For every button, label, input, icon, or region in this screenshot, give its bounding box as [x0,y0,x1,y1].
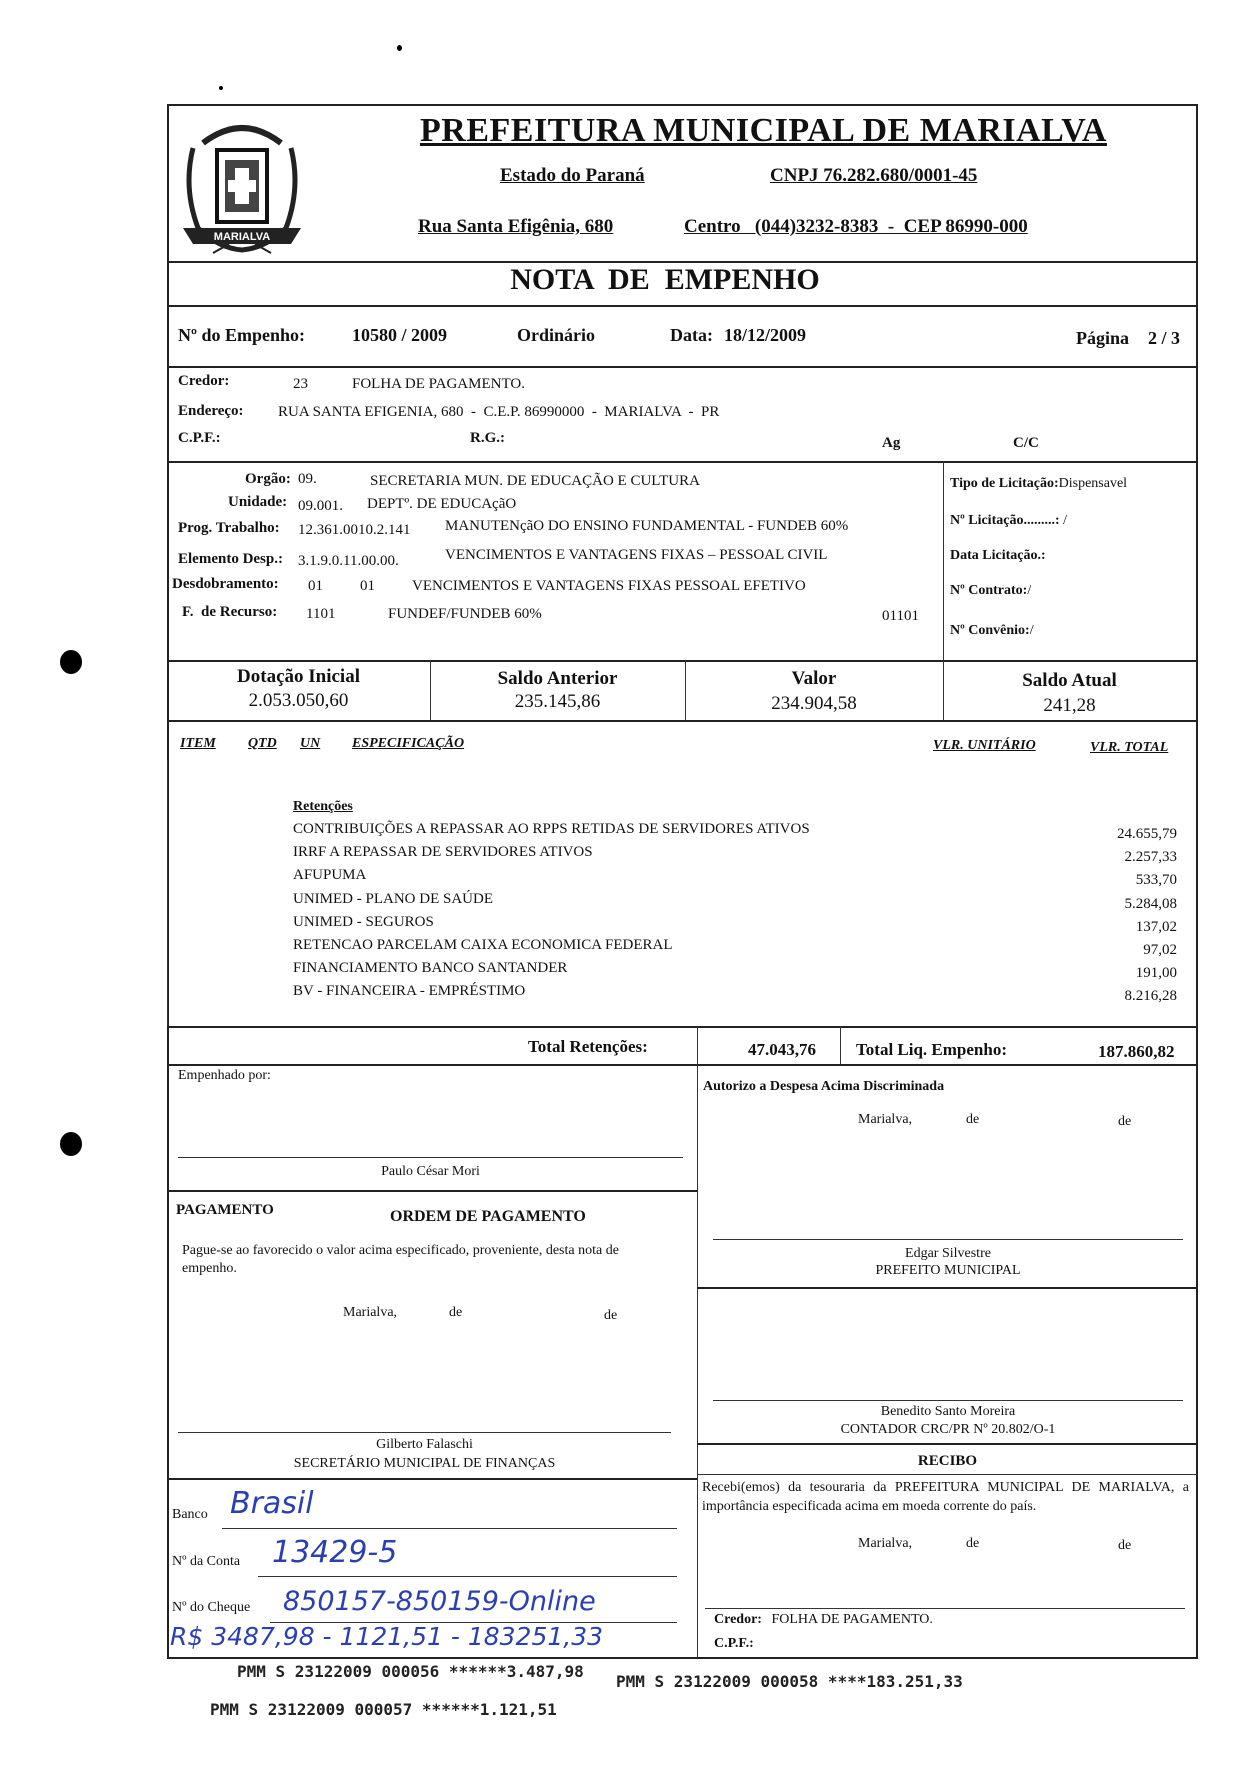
totals-divider-2 [840,1026,841,1066]
recibo-credor-label: Credor: [714,1612,762,1627]
desdobramento-label: Desdobramento: [172,576,279,592]
dotacao-value: 2.053.050,60 [248,690,349,711]
retencao-value: 137,02 [1135,919,1177,935]
retencao-value: 24.655,79 [1117,826,1177,842]
seal-icon [173,108,311,260]
rg-label: R.G.: [470,430,505,446]
ag-label: Ag [882,435,901,451]
punch-hole [60,650,82,674]
credor-address: RUA SANTA EFIGENIA, 680 - C.E.P. 86990000 - MARIALVA - PR [278,404,720,420]
frame-right [1196,104,1198,1657]
punch-hole [60,1132,82,1156]
numero-licitacao [950,513,1067,529]
address-field-label: Endereço: [178,403,244,419]
page-number: 2 / 3 [1148,328,1181,348]
payment-stamp-1: PMM S 23122009 000056 ******3.487,98 [237,1662,584,1681]
banco-divider [167,1478,697,1480]
credor-name: FOLHA DE PAGAMENTO. [352,376,525,392]
svg-text:MARIALVA: MARIALVA [213,231,271,243]
data-licitacao-label: Data Licitação.: [950,548,1046,563]
totals-divider-1 [697,1026,698,1066]
retencao-label: IRRF A REPASSAR DE SERVIDORES ATIVOS [293,844,593,860]
retencao-value: 97,02 [1143,942,1177,958]
contrato-label: Nº Contrato: [950,583,1028,598]
total-retencoes-value: 47.043,76 [748,1040,816,1059]
total-retencoes-label: Total Retenções: [528,1037,648,1056]
saldo-anterior-label: Saldo Anterior [497,668,618,689]
col-item: ITEM [180,736,216,751]
retencao-label: BV - FINANCEIRA - EMPRÉSTIMO [293,983,526,999]
prefeito-name: Edgar Silvestre [905,1246,991,1261]
contador-divider [697,1443,1198,1445]
fonte-recurso-name: FUNDEF/FUNDEB 60% [388,606,542,622]
pague-se-text: Pague-se ao favorecido o valor acima especificado, proveniente, desta nota de empenho. [182,1243,619,1276]
retencao-label: AFUPUMA [293,867,367,883]
totals-bottom-divider [167,1064,1198,1066]
cpf-label: C.P.F.: [178,430,221,446]
elemento-name: VENCIMENTOS E VANTAGENS FIXAS – PESSOAL CIVIL [445,547,828,563]
tipo-licitacao [950,476,1127,492]
numero-licitacao-label: Nº Licitação.........: [950,513,1060,528]
prefeito-divider [697,1287,1198,1289]
banco-line [222,1528,677,1529]
retencao-label: UNIMED - SEGUROS [293,914,434,930]
saldo-anterior-value: 235.145,86 [514,691,601,712]
empenho-number-label: Nº do Empenho: [178,325,305,345]
secretario-title: SECRETÁRIO MUNICIPAL DE FINANÇAS [293,1456,556,1471]
retencao-label: CONTRIBUIÇÕES A REPASSAR AO RPPS RETIDAS DE SERVIDORES ATIVOS [293,821,810,837]
payment-stamp-3: PMM S 23122009 000057 ******1.121,51 [210,1700,557,1719]
municipal-seal [173,108,311,260]
numero-licitacao-value: / [1063,513,1067,528]
saldos-divider [167,720,1198,722]
empenho-divider [167,366,1198,368]
convenio-label: Nº Convênio: [950,623,1030,638]
secretario-signature-line [178,1432,671,1433]
conta-label: Nº da Conta [172,1554,241,1569]
recibo-title-line [697,1474,1198,1475]
title-divider [167,305,1198,307]
credor-code: 23 [293,376,308,392]
lower-center-divider [697,1064,698,1659]
tipo-licitacao-value: Dispensavel [1058,476,1128,491]
cnpj-label: CNPJ 76.282.680/0001-45 [770,165,978,186]
secretario-name: Gilberto Falaschi [376,1437,473,1452]
col-qtd: QTD [248,736,277,751]
banco-handwritten: Brasil [230,1486,314,1521]
recibo-credor-name: FOLHA DE PAGAMENTO. [771,1612,933,1627]
page-title: PREFEITURA MUNICIPAL DE MARIALVA [420,112,1107,149]
scan-speck [219,86,223,90]
items-left-border [167,760,168,1025]
budget-divider [167,660,1198,662]
totals-top-divider [167,1026,1198,1028]
prog-trabalho-code: 12.361.0010.2.141 [298,522,411,538]
page-label: Página [1076,328,1130,348]
elemento-code: 3.1.9.0.11.00.00. [298,553,399,569]
empenho-date-label: Data: [670,325,713,345]
cc-label: C/C [1013,435,1039,451]
contrato-value: / [1027,583,1032,598]
empenhado-por-label: Empenhado por: [178,1068,271,1083]
retencao-value: 5.284,08 [1124,896,1177,912]
retencao-value: 8.216,28 [1124,988,1177,1004]
contact-label: Centro (044)3232-8383 - CEP 86990-000 [684,216,1028,237]
ordem-de-2: de [604,1308,618,1323]
saldo-atual-value: 241,28 [1043,695,1096,716]
autorizo-label: Autorizo a Despesa Acima Discriminada [703,1079,945,1094]
banco-label: Banco [172,1507,208,1522]
valor-label: Valor [791,668,837,689]
retencao-label: UNIMED - PLANO DE SAÚDE [293,891,493,907]
retencao-label: RETENCAO PARCELAM CAIXA ECONOMICA FEDERAL [293,937,673,953]
address-label: Rua Santa Efigênia, 680 [418,216,614,237]
retencao-label: FINANCIAMENTO BANCO SANTANDER [293,960,568,976]
prog-trabalho-name: MANUTENçãO DO ENSINO FUNDAMENTAL - FUNDEB 60% [445,518,849,534]
elemento-label: Elemento Desp.: [178,551,283,567]
conta-line [258,1576,677,1577]
convenio-value: / [1029,623,1034,638]
budget-column-divider [943,461,944,661]
recibo-city: Marialva, [858,1536,913,1551]
fonte-recurso-code: 1101 [306,606,336,622]
pagamento-label: PAGAMENTO [176,1202,274,1218]
desdobramento-code1: 01 [308,578,323,594]
retencao-value: 191,00 [1135,965,1177,981]
recibo-cpf-label: C.P.F.: [714,1636,754,1651]
scan-speck [397,45,402,51]
payment-stamp-2: PMM S 23122009 000058 ****183.251,33 [616,1672,963,1691]
contador-name: Benedito Santo Moreira [880,1404,1016,1419]
empenho-date: 18/12/2009 [724,325,807,345]
empenhado-name: Paulo César Mori [381,1164,480,1179]
recibo-signature-line [705,1608,1185,1609]
conta-handwritten: 13429-5 [272,1535,398,1570]
col-vlr-unitario: VLR. UNITÁRIO [933,738,1036,753]
ordem-de-1: de [449,1305,463,1320]
dotacao-label: Dotação Inicial [237,666,360,687]
autorizo-de-1: de [966,1112,980,1127]
desdobramento-name: VENCIMENTOS E VANTAGENS FIXAS PESSOAL EFETIVO [412,578,806,594]
cheque-label: Nº do Cheque [172,1600,251,1615]
fonte-recurso-label: F. de Recurso: [182,604,278,620]
fonte-recurso-code2: 01101 [882,608,919,624]
col-un: UN [300,736,321,751]
credor-label: Credor: [178,373,230,389]
retencoes-title: Retenções [293,799,353,814]
frame-bottom [167,1657,1198,1659]
state-label: Estado do Paraná [500,165,645,186]
credor-divider [167,461,1198,463]
saldo-atual-label: Saldo Atual [1022,670,1117,691]
autorizo-de-2: de [1118,1114,1132,1129]
pagamento-divider [167,1190,697,1192]
desdobramento-code2: 01 [360,578,375,594]
contrato [950,583,1031,599]
col-especificacao: ESPECIFICAÇÃO [352,736,465,751]
contador-signature-line [713,1400,1183,1401]
prog-trabalho-label: Prog. Trabalho: [178,520,280,536]
prefeito-signature-line [713,1239,1183,1240]
col-vlr-total: VLR. TOTAL [1090,740,1169,755]
recibo-text: Recebi(emos) da tesouraria da PREFEITURA MUNICIPAL DE MARIALVA, a importância especificada acima em moeda corrente do país. [702,1480,1189,1514]
recibo-de-1: de [966,1536,980,1551]
ordem-city: Marialva, [343,1305,398,1320]
convenio [950,623,1034,639]
recibo-credor [714,1612,933,1628]
empenho-number: 10580 / 2009 [352,325,448,345]
valor-handwritten: R$ 3487,98 - 1121,51 - 183251,33 [170,1622,604,1651]
empenhado-signature-line [178,1157,683,1158]
prefeito-title: PREFEITO MUNICIPAL [875,1263,1021,1278]
orgao-label: Orgão: [245,471,291,487]
unidade-code: 09.001. [298,498,343,514]
unidade-name: DEPTº. DE EDUCAçãO [367,496,517,512]
frame-top [167,104,1198,106]
orgao-name: SECRETARIA MUN. DE EDUCAÇÃO E CULTURA [370,473,700,489]
unidade-label: Unidade: [228,494,288,510]
recibo-label: RECIBO [917,1453,978,1469]
empenho-type: Ordinário [517,325,596,345]
orgao-code: 09. [298,471,317,487]
contador-title: CONTADOR CRC/PR Nº 20.802/O-1 [840,1422,1056,1437]
cheque-handwritten: 850157-850159-Online [283,1586,596,1617]
ordem-pagamento-label: ORDEM DE PAGAMENTO [390,1208,586,1225]
total-liquido-label: Total Liq. Empenho: [856,1040,1007,1059]
tipo-licitacao-label: Tipo de Licitação: [950,476,1059,491]
total-liquido-value: 187.860,82 [1098,1042,1175,1061]
document-title: NOTA DE EMPENHO [510,263,820,296]
retencao-value: 533,70 [1135,872,1177,888]
autorizo-city: Marialva, [858,1112,913,1127]
retencao-value: 2.257,33 [1124,849,1177,865]
recibo-de-2: de [1118,1538,1132,1553]
valor-value: 234.904,58 [771,693,857,714]
